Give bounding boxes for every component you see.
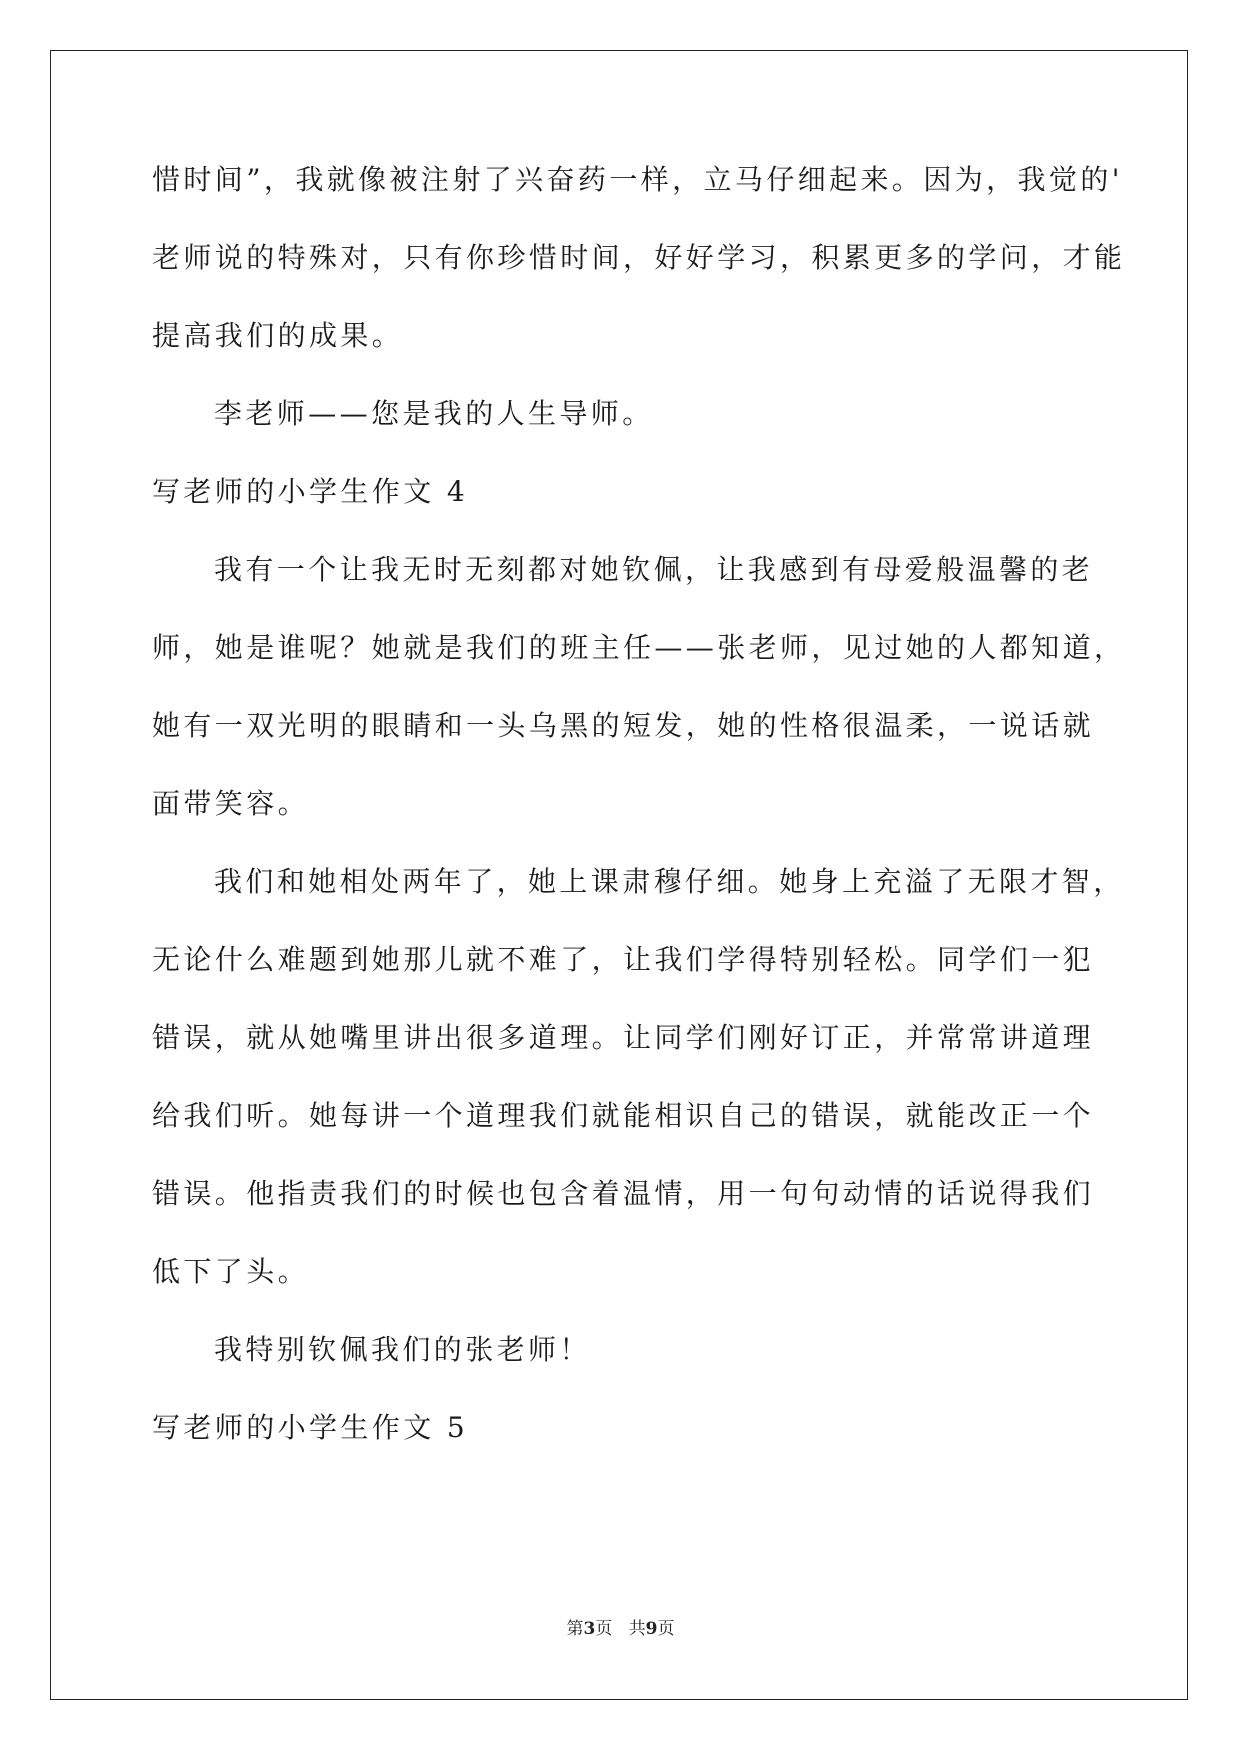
text-line: 面带笑容。 <box>152 787 310 820</box>
footer-prefix: 第 <box>566 1619 584 1639</box>
paragraph-line: 李老师——您是我的人生导师。 <box>214 397 654 430</box>
text-line: 惜时间”，我就像被注射了兴奋药一样，立马仔细起来。因为，我觉的' <box>152 163 1123 196</box>
text-line: 师，她是谁呢？她就是我们的班主任——张老师，见过她的人都知道， <box>152 631 1126 664</box>
total-page-count: 9 <box>645 1619 658 1639</box>
text-line: 低下了头。 <box>152 1255 310 1288</box>
page-footer <box>0 1617 1241 1641</box>
paragraph-line: 我有一个让我无时无刻都对她钦佩，让我感到有母爱般温馨的老 <box>214 553 1094 586</box>
section-heading: 写老师的小学生作文 5 <box>152 1411 469 1444</box>
text-line: 给我们听。她每讲一个道理我们就能相识自己的错误，就能改正一个 <box>152 1099 1095 1132</box>
text-line: 老师说的特殊对，只有你珍惜时间，好好学习，积累更多的学问，才能 <box>152 241 1126 274</box>
text-line: 错误。他指责我们的时候也包含着温情，用一句句动情的话说得我们 <box>152 1177 1095 1210</box>
text-line: 她有一双光明的眼睛和一头乌黑的短发，她的性格很温柔，一说话就 <box>152 709 1095 742</box>
paragraph-line: 我特别钦佩我们的张老师！ <box>214 1333 591 1366</box>
text-line: 错误，就从她嘴里讲出很多道理。让同学们刚好订正，并常常讲道理 <box>152 1021 1095 1054</box>
text-line: 提高我们的成果。 <box>152 319 404 352</box>
document-body <box>152 160 1126 1486</box>
text-line: 无论什么难题到她那儿就不难了，让我们学得特别轻松。同学们一犯 <box>152 943 1095 976</box>
footer-page-word: 页 <box>595 1619 613 1639</box>
footer-total-prefix: 共 <box>628 1619 646 1639</box>
footer-total-suffix: 页 <box>657 1619 675 1639</box>
paragraph-line: 我们和她相处两年了，她上课肃穆仔细。她身上充溢了无限才智， <box>214 865 1125 898</box>
current-page-number: 3 <box>583 1619 596 1639</box>
section-heading: 写老师的小学生作文 4 <box>152 475 469 508</box>
